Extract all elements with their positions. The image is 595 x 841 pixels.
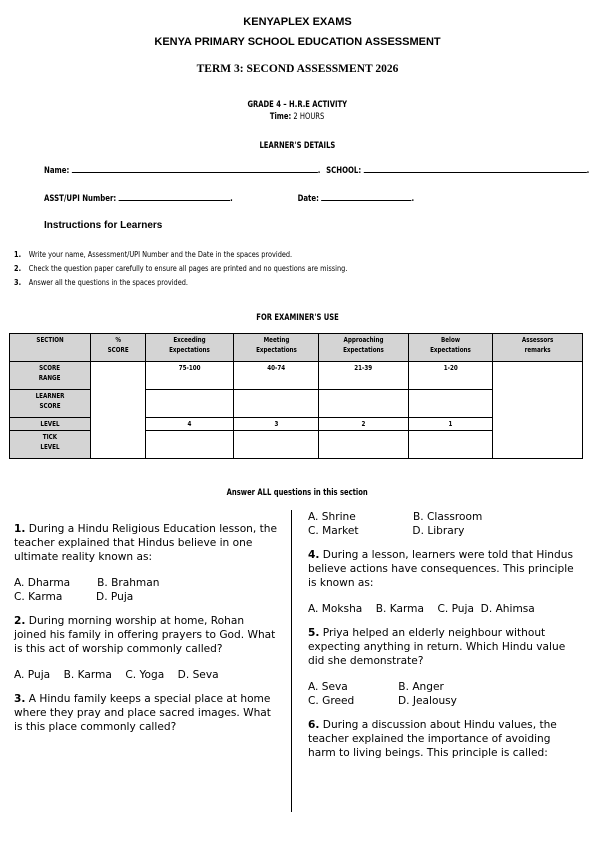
question-4 xyxy=(308,548,576,616)
level-approaching: 2 xyxy=(361,420,366,428)
header-approaching: Approaching Expectations xyxy=(343,336,384,354)
remarks-cell[interactable] xyxy=(493,362,583,459)
term-title: TERM 3: SECOND ASSESSMENT 2026 xyxy=(196,63,399,75)
header-below: Below Expectations xyxy=(430,336,471,354)
examiner-title-block xyxy=(0,307,595,325)
learner-details-heading: LEARNER'S DETAILS xyxy=(259,141,336,151)
question-1 xyxy=(14,522,278,604)
question-options[interactable]: A. Seva B. Anger C. Greed D. Jealousy xyxy=(308,681,457,707)
row-label-level: LEVEL xyxy=(40,420,60,428)
question-6 xyxy=(308,718,576,760)
instruction-item: 3. Answer all the questions in the spaces provided. xyxy=(14,278,189,287)
level-below: 1 xyxy=(448,420,453,428)
tick-cell[interactable] xyxy=(146,431,234,459)
grade-title: GRADE 4 – H.R.E ACTIVITY xyxy=(247,100,348,110)
question-options[interactable]: A. Puja B. Karma C. Yoga D. Seva xyxy=(14,669,219,681)
column-divider xyxy=(291,510,292,812)
questions-right-column xyxy=(308,510,576,770)
question-3-options xyxy=(308,510,576,538)
question-text: During a lesson, learners were told that Hindus believe actions have consequences. This principle is known as: xyxy=(308,549,574,589)
learner-score-cell[interactable] xyxy=(319,390,409,418)
header-section: SECTION xyxy=(36,336,64,344)
school-label: SCHOOL: xyxy=(326,166,362,176)
percent-score-cell[interactable] xyxy=(91,362,146,459)
name-field[interactable]: Name: . SCHOOL: . xyxy=(44,163,589,176)
range-exceeding: 75-100 xyxy=(178,364,201,372)
section-title-block xyxy=(0,482,595,500)
question-number: 2. xyxy=(14,615,26,627)
level-meeting: 3 xyxy=(274,420,278,428)
date-label: Date: xyxy=(297,194,319,204)
asst-line[interactable] xyxy=(119,191,231,201)
learner-score-cell[interactable] xyxy=(409,390,493,418)
learner-score-cell[interactable] xyxy=(234,390,319,418)
row-label-learner-score: LEARNER SCORE xyxy=(35,392,65,410)
date-line[interactable] xyxy=(321,191,411,201)
asst-label: ASST/UPI Number: xyxy=(44,194,117,204)
name-label: Name: xyxy=(44,166,70,176)
table-row xyxy=(10,362,583,390)
question-options[interactable]: A. Moksha B. Karma C. Puja D. Ahimsa xyxy=(308,603,535,615)
tick-cell[interactable] xyxy=(234,431,319,459)
question-number: 4. xyxy=(308,549,320,561)
time-value: 2 HOURS xyxy=(293,112,325,122)
section-title: Answer ALL questions in this section xyxy=(226,488,369,498)
question-5 xyxy=(308,626,576,708)
range-meeting: 40-74 xyxy=(267,364,285,372)
range-approaching: 21-39 xyxy=(354,364,373,372)
question-options[interactable]: A. Dharma B. Brahman C. Karma D. Puja xyxy=(14,577,160,603)
range-below: 1-20 xyxy=(443,364,458,372)
assessment-title: KENYA PRIMARY SCHOOL EDUCATION ASSESSMENT xyxy=(154,36,441,48)
questions-left-column xyxy=(14,522,278,744)
examiner-title: FOR EXAMINER'S USE xyxy=(256,313,339,323)
question-text: During morning worship at home, Rohan joined his family in offering prayers to God. What is this act of worship commonly called? xyxy=(14,615,276,655)
level-exceeding: 4 xyxy=(187,420,192,428)
time-block xyxy=(0,106,595,124)
header-remarks: Assessors remarks xyxy=(521,336,554,354)
exam-org: KENYAPLEX EXAMS xyxy=(243,16,352,28)
learner-details-block xyxy=(0,135,595,153)
question-text: Priya helped an elderly neighbour without expecting anything in return. Which Hindu value did she demonstrate? xyxy=(308,627,566,667)
question-number: 1. xyxy=(14,523,26,535)
question-text: During a Hindu Religious Education lesson, the teacher explained that Hindus believe in one ultimate reality known as: xyxy=(14,523,278,563)
table-header-row xyxy=(10,334,583,362)
instruction-item: 2. Check the question paper carefully to ensure all pages are printed and no questions are missing. xyxy=(14,264,348,273)
learner-score-cell[interactable] xyxy=(146,390,234,418)
tick-cell[interactable] xyxy=(319,431,409,459)
row-label-tick-level: TICK LEVEL xyxy=(40,433,60,451)
question-text: A Hindu family keeps a special place at home where they pray and place sacred images. What is this place commonly called? xyxy=(14,693,271,733)
header-meeting: Meeting Expectations xyxy=(255,336,297,354)
asst-field[interactable]: ASST/UPI Number: . Date: . xyxy=(44,191,414,204)
time-label: Time: xyxy=(270,112,292,122)
question-2 xyxy=(14,614,278,682)
examiner-table xyxy=(9,333,583,459)
question-number: 3. xyxy=(14,693,26,705)
instructions-title: Instructions for Learners xyxy=(44,220,163,231)
question-number: 6. xyxy=(308,719,320,731)
row-label-score-range: SCORE RANGE xyxy=(39,364,61,382)
question-options[interactable]: A. Shrine B. Classroom C. Market D. Library xyxy=(308,511,483,537)
header-percent-score: % SCORE xyxy=(107,336,129,354)
question-number: 5. xyxy=(308,627,320,639)
tick-cell[interactable] xyxy=(409,431,493,459)
school-line[interactable] xyxy=(364,163,587,173)
question-3 xyxy=(14,692,278,734)
name-line[interactable] xyxy=(72,163,318,173)
question-text: During a discussion about Hindu values, the teacher explained the importance of avoiding harm to living beings. This principle is called: xyxy=(308,719,557,759)
header-exceeding: Exceeding Expectations xyxy=(169,336,210,354)
instruction-item: 1. Write your name, Assessment/UPI Number and the Date in the spaces provided. xyxy=(14,250,293,259)
